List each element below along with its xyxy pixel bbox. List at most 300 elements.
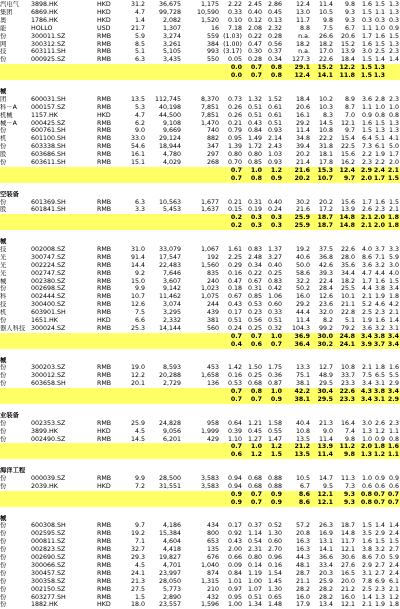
table-row[interactable] <box>0 309 400 317</box>
value-cell <box>242 357 262 365</box>
table-row[interactable] <box>0 436 400 444</box>
company-name-cell: 份 <box>0 435 7 443</box>
table-row[interactable] <box>0 475 400 483</box>
value-cell: 22.5 <box>340 143 355 151</box>
ticker-cell: 002690.SZ <box>31 554 66 561</box>
value-cell: 16.1 <box>295 111 310 119</box>
value-cell <box>189 214 219 222</box>
table-row[interactable] <box>0 206 400 214</box>
value-cell <box>372 467 385 475</box>
section-header-row[interactable] <box>0 515 400 523</box>
currency-cell <box>97 333 119 341</box>
value-cell: 21.7 <box>130 24 145 32</box>
ticker-cell <box>31 443 93 451</box>
subtotal-row[interactable] <box>0 341 400 349</box>
currency-cell: RMB <box>97 585 112 593</box>
value-cell: 5.0 <box>388 143 399 151</box>
value-cell: 1.5 <box>361 127 372 135</box>
subtotal-row[interactable] <box>0 167 400 175</box>
value-cell: 18.7 <box>317 222 333 230</box>
table-row[interactable] <box>0 601 400 609</box>
value-cell: 30.4 <box>317 388 333 396</box>
value-cell: 20,288 <box>158 372 181 380</box>
value-cell: 2.0 <box>360 174 372 182</box>
value-cell: 39.3 <box>318 269 333 277</box>
value-cell: 0.80 <box>247 151 262 159</box>
table-row[interactable] <box>0 278 400 286</box>
currency-cell: RMB <box>97 546 112 554</box>
value-cell: 22.4 <box>318 277 333 285</box>
value-cell: 0.92 <box>227 530 242 538</box>
value-cell: 2.5 <box>361 309 372 317</box>
value-cell <box>121 333 145 341</box>
value-cell: 192 <box>206 253 219 261</box>
value-cell: 0.14 <box>247 561 262 569</box>
value-cell: (3.17) <box>223 48 242 56</box>
value-cell: 31.2 <box>130 1 145 8</box>
value-cell: 112,745 <box>154 95 181 103</box>
value-cell: 0.80 <box>247 554 262 561</box>
value-cell: 1,470 <box>200 119 219 127</box>
value-cell: 0.8 <box>270 72 282 80</box>
currency-cell: RMB <box>97 119 112 127</box>
value-cell: 1.50 <box>247 364 262 372</box>
value-cell <box>220 467 242 475</box>
value-cell: 6.2 <box>134 119 145 127</box>
value-cell: 3.4 <box>387 340 399 348</box>
value-cell <box>262 467 282 475</box>
value-cell: 0.79 <box>227 127 242 135</box>
value-cell: 31.0 <box>130 245 145 253</box>
value-cell: 0.26 <box>227 103 242 111</box>
ticker-cell <box>31 412 93 420</box>
value-cell <box>147 499 181 507</box>
table-row[interactable] <box>0 586 400 594</box>
value-cell: 1.0 <box>270 388 282 396</box>
value-cell <box>121 341 145 349</box>
value-cell: 1,677 <box>200 198 219 206</box>
value-cell: 12.2 <box>339 64 355 72</box>
value-cell: 25.5 <box>340 285 355 293</box>
value-cell: 1.14 <box>247 530 262 538</box>
value-cell: 1.5 <box>134 593 145 601</box>
table-row[interactable] <box>0 538 400 546</box>
value-cell: 16.5 <box>340 569 355 577</box>
value-cell: 347 <box>206 143 219 151</box>
value-cell: 1.58 <box>267 419 282 427</box>
value-cell: 1,175 <box>200 1 219 8</box>
value-cell: 2.9 <box>388 380 399 388</box>
currency-cell <box>97 191 119 199</box>
table-row[interactable] <box>0 120 400 128</box>
table-row[interactable] <box>0 546 400 554</box>
value-cell: 3,295 <box>162 309 181 317</box>
value-cell: 14.8 <box>339 222 355 230</box>
value-cell <box>356 515 372 523</box>
table-row[interactable] <box>0 317 400 325</box>
ticker-cell: 002444.SZ <box>31 293 66 301</box>
table-row[interactable] <box>0 254 400 262</box>
blank-row <box>0 507 400 515</box>
value-cell: 2.32 <box>267 24 282 32</box>
value-cell: 3.4 <box>388 285 399 293</box>
value-cell: 4,029 <box>162 159 181 166</box>
value-cell: 16.1 <box>130 151 145 159</box>
value-cell: 0.51 <box>247 111 262 119</box>
value-cell: 1.01 <box>227 577 242 585</box>
company-name-cell: 份 <box>0 198 7 206</box>
value-cell: 21.2 <box>294 443 310 451</box>
value-cell: 11.7 <box>295 16 310 24</box>
table-row[interactable] <box>0 301 400 309</box>
value-cell: 35.6 <box>340 261 355 269</box>
subtotal-row[interactable] <box>0 72 400 80</box>
currency-cell: HKD <box>97 601 111 609</box>
company-name-cell <box>0 167 28 175</box>
value-cell: 135 <box>206 546 219 554</box>
value-cell: 1.9 <box>374 151 385 159</box>
value-cell: 19.0 <box>130 364 145 372</box>
subtotal-row[interactable] <box>0 333 400 341</box>
value-cell: 12.4 <box>339 166 355 174</box>
value-cell: 0.9 <box>270 498 282 506</box>
value-cell: 4,186 <box>162 522 181 530</box>
value-cell: 28.2 <box>295 585 310 593</box>
ticker-cell: 3898.HK <box>31 1 58 8</box>
table-row[interactable] <box>0 270 400 278</box>
value-cell: 2.3 <box>361 159 372 166</box>
table-row[interactable] <box>0 135 400 143</box>
table-row[interactable] <box>0 199 400 207</box>
value-cell: 5.9 <box>134 32 145 40</box>
subtotal-row[interactable] <box>0 443 400 451</box>
value-cell: 1.5 <box>388 32 399 40</box>
value-cell <box>121 88 145 96</box>
value-cell: 4.3 <box>360 388 372 396</box>
currency-cell: RMB <box>97 419 112 427</box>
value-cell: 8.8 <box>299 24 310 32</box>
value-cell: 0.8 <box>250 388 262 396</box>
table-row[interactable] <box>0 530 400 538</box>
value-cell: 13.0 <box>295 8 310 16</box>
ticker-cell: 601100.SH <box>31 135 66 143</box>
value-cell: 4.0 <box>388 269 399 277</box>
value-cell: 1.5 <box>270 451 282 459</box>
company-name-cell: 能 <box>0 24 7 32</box>
value-cell <box>189 388 219 396</box>
value-cell: 2.0 <box>360 443 372 451</box>
value-cell: 0.30 <box>247 48 262 56</box>
company-name-cell: 光 <box>0 269 7 277</box>
company-name-cell <box>0 341 28 349</box>
value-cell: 3,583 <box>200 475 219 482</box>
value-cell: 8.6 <box>361 253 372 261</box>
value-cell: 453 <box>206 364 219 372</box>
table-row[interactable] <box>0 48 400 56</box>
value-cell: 2,332 <box>162 317 181 324</box>
table-row[interactable] <box>0 562 400 570</box>
value-cell: 4.5 <box>134 427 145 435</box>
value-cell: 4.7 <box>134 111 145 119</box>
value-cell: 5.1 <box>344 317 355 324</box>
value-cell: 23,997 <box>158 569 181 577</box>
section-header-row[interactable] <box>0 88 400 96</box>
table-row[interactable] <box>0 522 400 530</box>
table-row[interactable] <box>0 420 400 428</box>
currency-cell: HKD <box>97 1 111 8</box>
value-cell: n.a. <box>298 32 310 40</box>
ticker-cell <box>31 175 93 183</box>
value-cell: 14.1 <box>318 546 333 554</box>
table-row[interactable] <box>0 325 400 333</box>
section-header-row[interactable] <box>0 467 400 475</box>
currency-cell <box>97 499 119 507</box>
company-name-cell <box>0 64 28 72</box>
table-row[interactable] <box>0 372 400 380</box>
value-cell: 0.7 <box>250 64 262 72</box>
value-cell: 1.2 <box>270 443 282 451</box>
company-name-cell: 份 <box>0 427 7 435</box>
value-cell: 11.2 <box>339 443 355 451</box>
currency-cell: RMB <box>97 538 112 546</box>
value-cell: 1.2 <box>373 451 385 459</box>
value-cell: 0.22 <box>247 32 262 40</box>
value-cell <box>220 412 242 420</box>
value-cell: 11.4 <box>318 1 333 8</box>
subtotal-row[interactable] <box>0 214 400 222</box>
table-row[interactable] <box>0 159 400 167</box>
value-cell: 5.1 <box>134 48 145 56</box>
value-cell: 2.9 <box>361 561 372 569</box>
company-name-cell: 份 <box>0 364 7 372</box>
value-cell: 1.3 <box>361 427 372 435</box>
value-cell: 21.3 <box>130 577 145 585</box>
table-row[interactable] <box>0 483 400 491</box>
value-cell: 13.3 <box>295 364 310 372</box>
value-cell: 0.61 <box>267 111 282 119</box>
value-cell <box>147 88 181 96</box>
value-cell <box>189 443 219 451</box>
section-header-row[interactable] <box>0 412 400 420</box>
table-row[interactable] <box>0 33 400 41</box>
table-row[interactable] <box>0 25 400 33</box>
value-cell: 24,828 <box>158 419 181 427</box>
company-name-cell <box>0 214 28 222</box>
value-cell: 2.22 <box>227 1 242 8</box>
table-row[interactable] <box>0 293 400 301</box>
currency-cell: RMB <box>97 277 112 285</box>
value-cell: 11.8 <box>339 72 355 80</box>
value-cell: 36.4 <box>294 340 310 348</box>
value-cell <box>356 357 372 365</box>
value-cell: 9.8 <box>344 1 355 8</box>
value-cell: 14.1 <box>317 72 333 80</box>
company-name-cell: 份 <box>0 419 7 427</box>
value-cell: 0.51 <box>247 103 262 111</box>
subtotal-row[interactable] <box>0 396 400 404</box>
value-cell: 10.5 <box>318 8 333 16</box>
value-cell: 16.0 <box>295 293 310 301</box>
subtotal-row[interactable] <box>0 222 400 230</box>
value-cell: 1,560 <box>200 261 219 269</box>
currency-cell: HKD <box>97 8 111 16</box>
value-cell: 28.7 <box>295 569 310 577</box>
value-cell: 136 <box>206 380 219 388</box>
currency-cell: RMB <box>97 40 112 48</box>
value-cell: 15.6 <box>340 151 355 159</box>
value-cell: 1.47 <box>267 435 282 443</box>
subtotal-row[interactable] <box>0 175 400 183</box>
value-cell: 0.51 <box>227 317 242 324</box>
ticker-cell: 600761.SH <box>31 127 66 135</box>
table-row[interactable] <box>0 578 400 586</box>
value-cell: 1.2 <box>250 451 262 459</box>
value-cell: 16 <box>210 24 219 32</box>
value-cell: 1.6 <box>361 119 372 127</box>
table-row[interactable] <box>0 17 400 25</box>
value-cell <box>333 191 355 199</box>
table-row[interactable] <box>0 570 400 578</box>
value-cell: 0.31 <box>247 198 262 206</box>
ticker-cell: 2039.HK <box>31 482 58 490</box>
subtotal-row[interactable] <box>0 64 400 72</box>
value-cell: 21.2 <box>340 585 355 593</box>
value-cell: 22.6 <box>318 56 333 64</box>
value-cell: 15.6 <box>340 198 355 206</box>
ticker-cell: 300312.SZ <box>31 40 66 48</box>
value-cell <box>311 357 333 365</box>
currency-cell <box>97 515 119 523</box>
table-row[interactable] <box>0 56 400 64</box>
table-row[interactable] <box>0 127 400 135</box>
ticker-cell: HOLLO <box>31 24 53 32</box>
value-cell: 14.8 <box>339 214 355 222</box>
ticker-cell: 002823.SZ <box>31 546 66 554</box>
value-cell: 2.4 <box>388 561 399 569</box>
value-cell: 28.2 <box>318 593 333 601</box>
value-cell <box>147 515 181 523</box>
value-cell: 0.7 <box>230 396 242 403</box>
ticker-cell: 300400.SZ <box>31 301 66 309</box>
value-cell: 0.88 <box>267 475 282 482</box>
value-cell: 9.8 <box>322 16 333 24</box>
value-cell: 23,557 <box>158 601 181 609</box>
table-row[interactable] <box>0 9 400 17</box>
table-row[interactable] <box>0 594 400 602</box>
value-cell <box>189 451 219 459</box>
table-row[interactable] <box>0 1 400 9</box>
blank-row <box>0 183 400 191</box>
value-cell: 1.3 <box>388 127 399 135</box>
value-cell: 1.8 <box>373 443 385 451</box>
table-row[interactable] <box>0 151 400 159</box>
value-cell: 958 <box>206 419 219 427</box>
section-header-row[interactable] <box>0 191 400 199</box>
table-row[interactable] <box>0 96 400 104</box>
table-row[interactable] <box>0 380 400 388</box>
value-cell <box>262 357 282 365</box>
value-cell: 0.10 <box>227 16 242 24</box>
subtotal-row[interactable] <box>0 451 400 459</box>
company-name-cell: 械 <box>0 356 7 364</box>
value-cell: 0.85 <box>247 159 262 166</box>
company-name-cell: 股 <box>0 151 7 159</box>
value-cell: 1.7 <box>388 151 399 159</box>
table-row[interactable] <box>0 285 400 293</box>
value-cell: 4.7 <box>134 8 145 16</box>
table-row[interactable] <box>0 428 400 436</box>
value-cell: 1.2 <box>270 166 282 174</box>
table-row[interactable] <box>0 554 400 562</box>
value-cell <box>311 515 333 523</box>
value-cell: 1.0 <box>250 166 262 174</box>
value-cell: 29.2 <box>295 301 310 309</box>
company-name-cell: 份 <box>0 143 7 151</box>
table-row[interactable] <box>0 246 400 254</box>
value-cell: 0.28 <box>247 56 262 64</box>
value-cell: 6.1 <box>374 143 385 151</box>
value-cell: 22.6 <box>339 388 355 396</box>
table-row[interactable] <box>0 104 400 112</box>
value-cell: 38.1 <box>294 396 310 403</box>
value-cell: 1.10 <box>227 435 242 443</box>
value-cell: 10.7 <box>130 293 145 301</box>
subtotal-row[interactable] <box>0 388 400 396</box>
table-row[interactable] <box>0 112 400 120</box>
ticker-cell: 000039.SZ <box>31 475 66 482</box>
value-cell: 240 <box>206 277 219 285</box>
value-cell: 13.9 <box>340 48 355 56</box>
value-cell: 0.65 <box>267 593 282 601</box>
value-cell: 5.1 <box>374 135 385 143</box>
value-cell: 0.4 <box>230 340 242 348</box>
value-cell: 9,108 <box>162 119 181 127</box>
value-cell: 2.3 <box>388 419 399 427</box>
value-cell: 210 <box>206 585 219 593</box>
value-cell: 28.0 <box>340 253 355 261</box>
value-cell: 21.1 <box>340 301 355 309</box>
value-cell <box>242 191 262 199</box>
value-cell: 0.85 <box>247 293 262 301</box>
value-cell: 0.6 <box>361 482 372 490</box>
value-cell: 2.4 <box>388 569 399 577</box>
section-header-row[interactable] <box>0 238 400 246</box>
value-cell: 0.34 <box>247 261 262 269</box>
company-name-cell: 机械 <box>0 111 13 119</box>
value-cell: 1.5 <box>374 119 385 127</box>
value-cell: 22.6 <box>340 245 355 253</box>
value-cell: 0.45 <box>247 427 262 435</box>
table-row[interactable] <box>0 143 400 151</box>
value-cell: 44,500 <box>158 111 181 119</box>
table-row[interactable] <box>0 41 400 49</box>
currency-cell <box>97 72 119 80</box>
value-cell: 9.3 <box>343 490 355 498</box>
value-cell: 0.24 <box>267 206 282 214</box>
value-cell: 0.9 <box>361 111 372 119</box>
value-cell: 432 <box>206 593 219 601</box>
subtotal-row[interactable] <box>0 491 400 499</box>
value-cell: 39.4 <box>295 143 310 151</box>
currency-cell: RMB <box>97 475 112 482</box>
value-cell: 1.5 <box>374 538 385 546</box>
value-cell <box>121 214 145 222</box>
table-row[interactable] <box>0 262 400 270</box>
value-cell: 3,274 <box>162 32 181 40</box>
subtotal-row[interactable] <box>0 499 400 507</box>
section-header-row[interactable] <box>0 357 400 365</box>
table-row[interactable] <box>0 364 400 372</box>
